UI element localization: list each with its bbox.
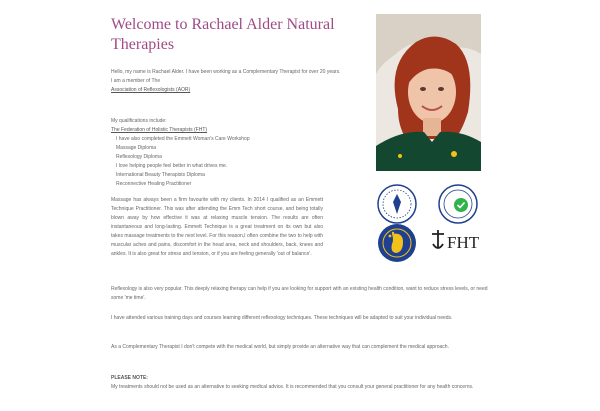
- verified-badge-icon: [437, 183, 479, 225]
- qualification-item: Reflexology Diploma: [116, 154, 162, 160]
- intro-text: Hello, my name is Rachael Alder. I have been working as a Complementary Therapist for over 20 years. I am a member of The: [111, 69, 341, 84]
- qualification-item: Reconnective Healing Practitioner: [116, 181, 192, 187]
- note-title: PLEASE NOTE:: [111, 375, 148, 381]
- qualification-item: International Beauty Therapists Diploma: [116, 172, 205, 178]
- qualifications-block: [111, 117, 341, 189]
- complementary-paragraph: As a Complementary Therapist I don't compete with the medical world, but simply provide an alternative way that can complement the medical approach.: [111, 344, 449, 350]
- qualifications-heading: My qualifications include:: [111, 118, 167, 124]
- note-text: My treatments should not be used as an alternative to seeking medical advice. It is recommended that you consult your general practitioner for any health concerns.: [111, 384, 474, 390]
- fht-link[interactable]: The Federation of Holistic Therapists (FHT): [111, 127, 208, 133]
- reflexology-paragraph: Reflexology is also very popular. This deeply relaxing therapy can help if you are looking for support with an existing health condition, want to reduce stress levels, or need some 'me time'.: [111, 286, 488, 301]
- qualification-item: Massage Diploma: [116, 145, 157, 151]
- fht-logo-text: FHT: [447, 233, 480, 252]
- massage-paragraph: Massage has always been a firm favourite with my clients. In 2014 I qualified as an Emmett Technique Practitioner. This was after attending the Emm Tech short course, and being totally blown away by how effective it was at relaxing muscle tension. The results are often instantaneous and long-lasting. Emmett Technique is a great treatment on its own but also takes massage treatments to the next level. For this reason,I often combine the two to help with muscular aches and pains, discomfort in the head area, neck and shoulders, back, knees and ankles. It is also great for stress and tension, or if you are feeling generally 'out of balance'.: [111, 197, 323, 257]
- intro-paragraph: [111, 68, 341, 95]
- qualification-item: I love helping people feel better in what drives me.: [116, 163, 228, 169]
- training-paragraph: I have attended various training days and courses learning different reflexology techniques. These techniques will be adapted to suit your individual needs.: [111, 315, 453, 321]
- reflexology-foot-logo: [376, 222, 418, 264]
- profile-photo: [376, 14, 481, 171]
- emmett-logo: [376, 183, 418, 225]
- aor-link[interactable]: Association of Reflexologists (AOR): [111, 87, 191, 93]
- fht-logo: [430, 226, 490, 256]
- page-title: Welcome to Rachael Alder Natural Therapies: [111, 16, 335, 53]
- qualification-item: I have also completed the Emmett Woman's Care Workshop: [116, 136, 250, 142]
